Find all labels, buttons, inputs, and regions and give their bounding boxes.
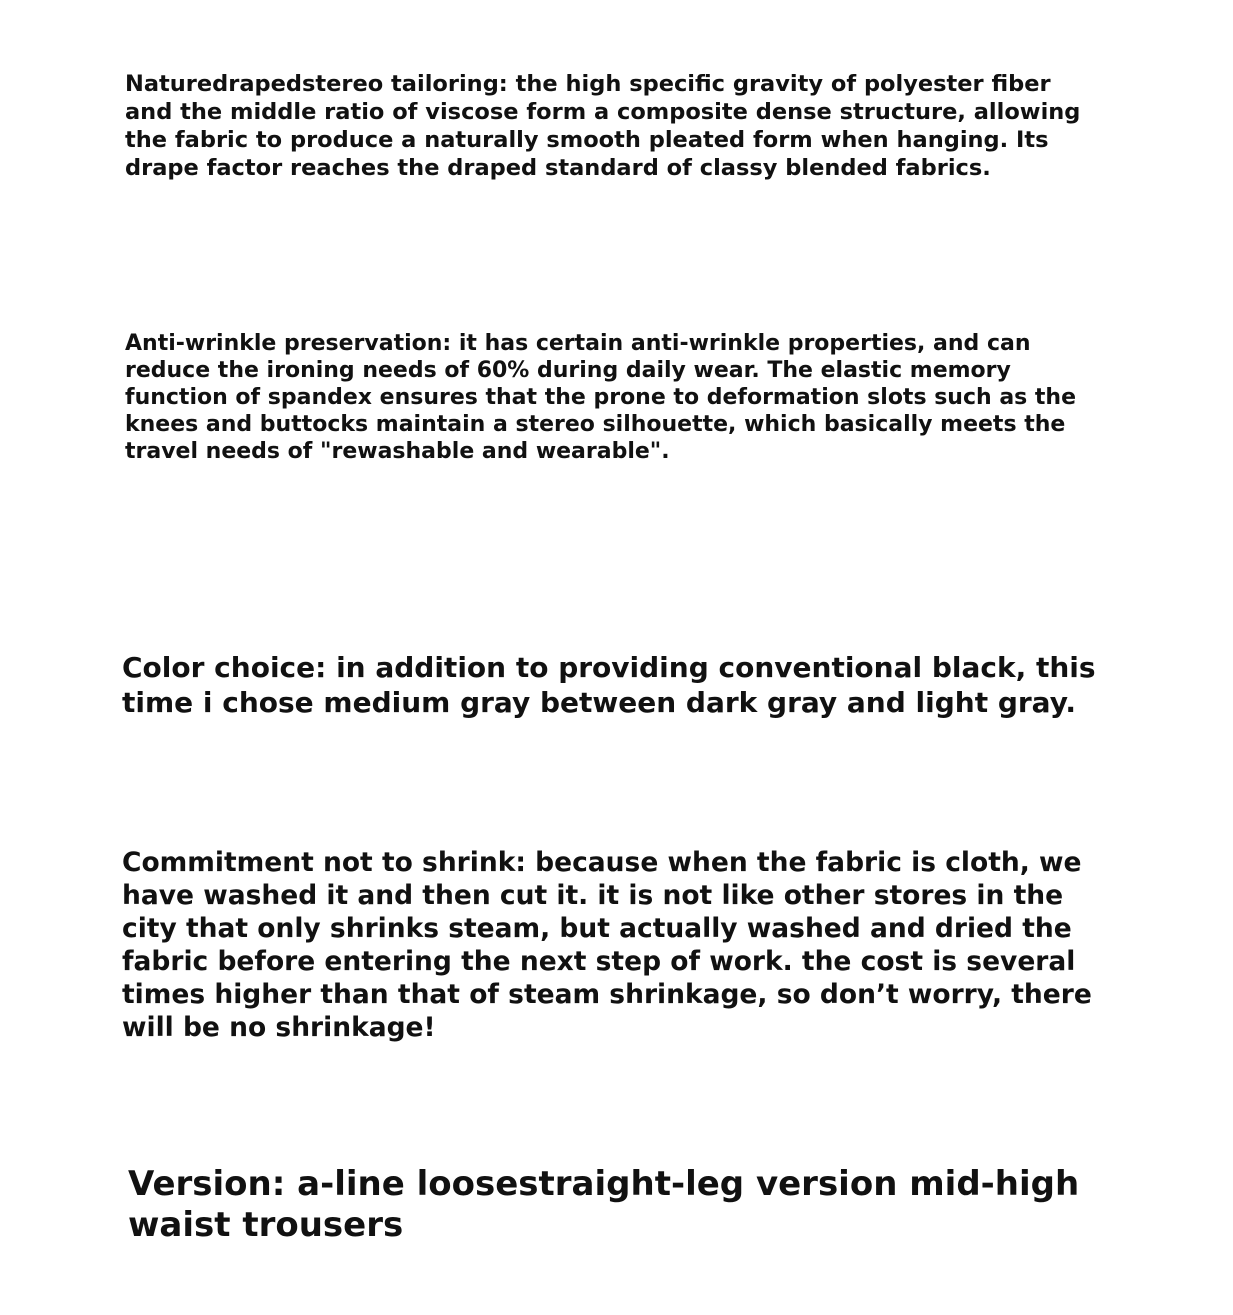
anti-wrinkle-paragraph: Anti-wrinkle preservation: it has certain anti-wrinkle properties, and can reduce the ironing needs of 60% during daily wear. The elastic memory function of spandex ensures that the prone to deformation slots such as the knees and buttocks maintain a stereo silhouette, which basically meets the travel needs of "rewashable and wearable". — [125, 331, 1077, 464]
no-shrink-paragraph: Commitment not to shrink: because when the fabric is cloth, we have washed it and then cut it. it is not like other stores in the city that only shrinks steam, but actually washed and dried the fabric before entering the next step of work. the cost is several times higher than that of steam shrinkage, so don’t worry, there will be no shrinkage! — [122, 847, 1092, 1043]
version-paragraph: Version: a-line loosestraight-leg version mid-high waist trousers — [128, 1164, 1080, 1245]
drape-tailoring-paragraph: Naturedrapedstereo tailoring: the high specific gravity of polyester fiber and the middle ratio of viscose form a composite dense structure, allowing the fabric to produce a naturally smooth pleated form when hanging. Its drape factor reaches the draped standard of classy blended fabrics. — [125, 71, 1081, 181]
color-choice-paragraph: Color choice: in addition to providing conventional black, this time i chose medium gray between dark gray and light gray. — [122, 651, 1096, 719]
